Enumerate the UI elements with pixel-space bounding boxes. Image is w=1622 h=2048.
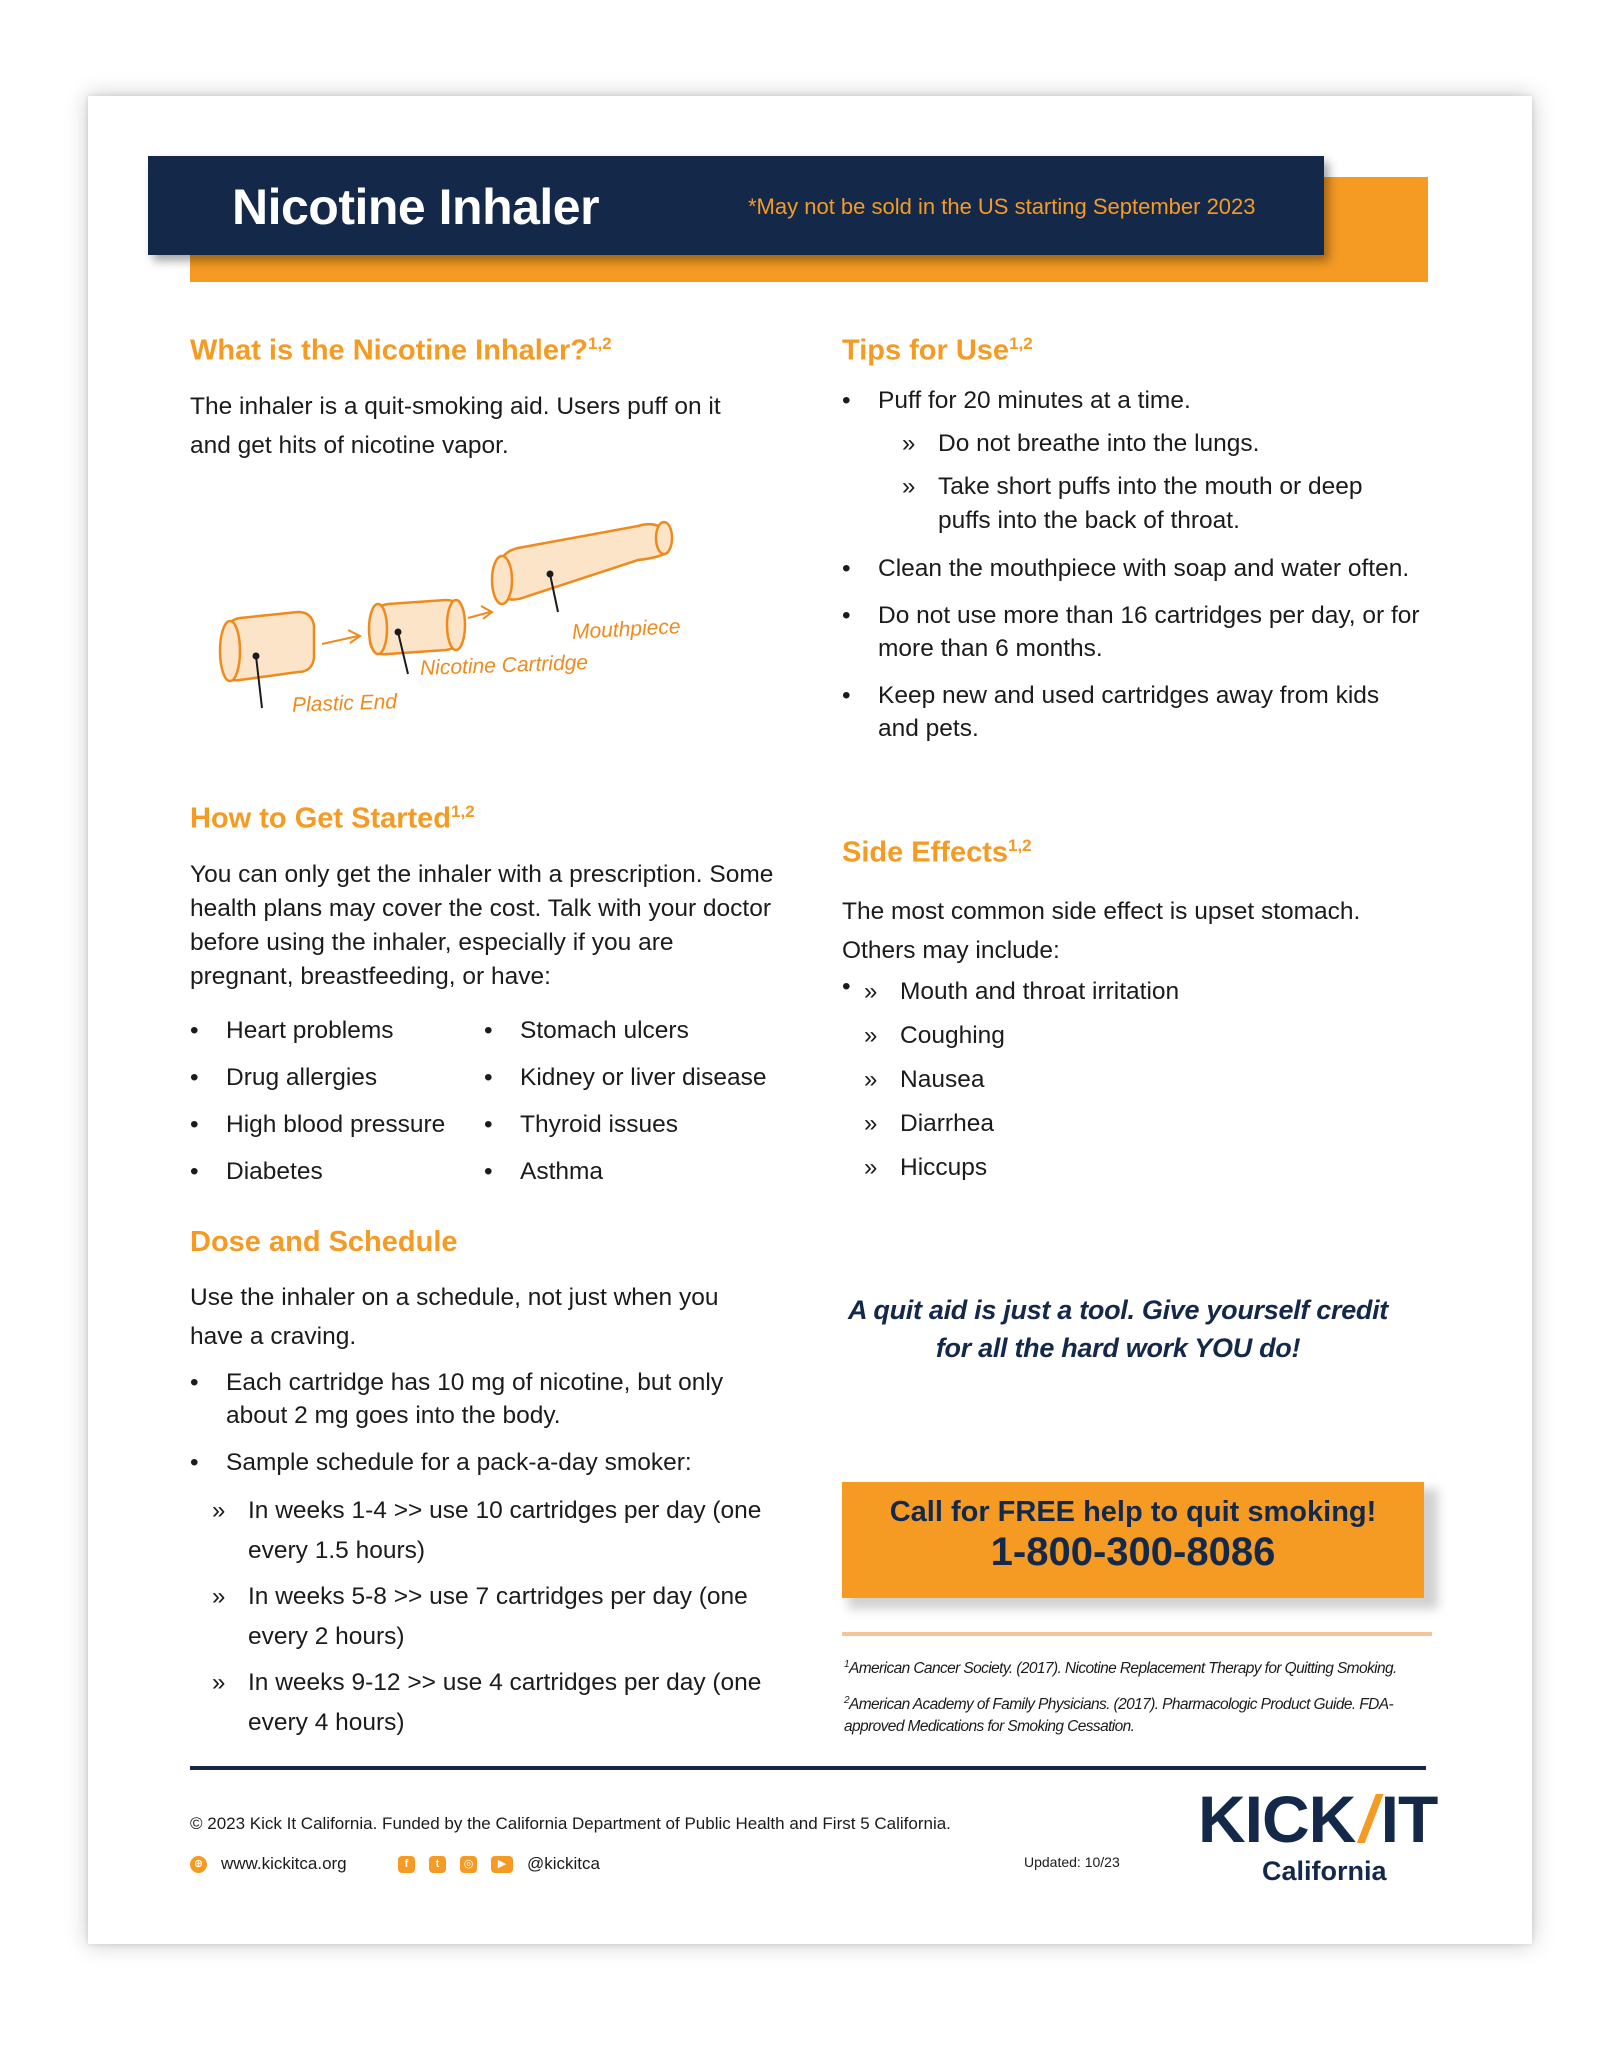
list-item: • Asthma	[482, 1155, 802, 1188]
reference-1: $^1$American Cancer Society. (2017). Nicotine Replacement Therapy for Quitting Smoking.	[844, 1659, 1397, 1678]
side-effects-body: The most common side effect is upset stomach. Others may include:	[842, 898, 1361, 964]
list-item: • Kidney or liver disease	[482, 1061, 802, 1094]
list-item: • Heart problems	[188, 1014, 488, 1047]
flyer-page	[88, 96, 1532, 1944]
tips-heading: Tips for Use$^{1,2}$	[842, 334, 1033, 367]
list-item: • Drug allergies	[188, 1061, 488, 1094]
what-heading: What is the Nicotine Inhaler?$^{1,2}$	[190, 334, 612, 367]
copyright: © 2023 Kick It California. Funded by the California Department of Public Health and First 5 California.	[190, 1814, 951, 1833]
page-title: Nicotine Inhaler	[232, 179, 600, 235]
twitter-icon[interactable]: t	[429, 1856, 446, 1873]
effect-item: » Nausea	[840, 1058, 1400, 1102]
conditions-list-left	[188, 1014, 488, 1202]
side-effects-heading: Side Effects$^{1,2}$	[842, 836, 1032, 869]
youtube-icon[interactable]: ▶	[491, 1856, 513, 1873]
effect-item: » • Mouth and throat irritation	[840, 970, 1400, 1014]
instagram-icon[interactable]: ◎	[460, 1856, 477, 1873]
quote: A quit aid is just a tool. Give yourself credit for all the hard work YOU do!	[847, 1295, 1388, 1363]
cartridge-label: Nicotine Cartridge	[419, 651, 589, 680]
started-body: You can only get the inhaler with a prescription. Some health plans may cover the cost. Talk with your doctor before using the inhaler, especially if you are pregnant, breastfeeding, or have:	[190, 861, 774, 990]
updated-date: Updated: 10/23	[1024, 1854, 1120, 1870]
effect-item: » Diarrhea	[840, 1102, 1400, 1146]
started-heading: How to Get Started$^{1,2}$	[190, 802, 475, 835]
footer-divider	[190, 1766, 1426, 1770]
what-body: The inhaler is a quit-smoking aid. Users puff on it and get hits of nicotine vapor.	[190, 393, 721, 459]
dose-bullet-1: • Each cartridge has 10 mg of nicotine, but only about 2 mg goes into the body.	[188, 1366, 788, 1432]
phone-number[interactable]: 1-800-300-8086	[990, 1530, 1276, 1574]
social-handle[interactable]: @kickitca	[527, 1854, 600, 1873]
header-banner	[148, 156, 1324, 255]
logo-word-it: IT	[1380, 1782, 1438, 1856]
website-link[interactable]: www.kickitca.org	[221, 1854, 347, 1873]
header-note: *May not be sold in the US starting September 2023	[748, 194, 1256, 219]
effects-sublist	[840, 970, 1400, 1190]
globe-icon: ⊕	[190, 1856, 207, 1873]
call-to-action-box[interactable]	[842, 1482, 1424, 1598]
side-effects-wrap	[840, 970, 1400, 1190]
tips-bullet-4: • Keep new and used cartridges away from kids and pets.	[840, 679, 1420, 745]
logo-subtitle: California	[1262, 1856, 1387, 1886]
schedule-item: » In weeks 5-8 >> use 7 cartridges per day (one every 2 hours)	[188, 1577, 768, 1657]
dose-heading: Dose and Schedule	[190, 1226, 458, 1258]
facebook-icon[interactable]: f	[398, 1856, 415, 1873]
logo-slash: /	[1359, 1782, 1377, 1856]
schedule-list	[188, 1491, 768, 1743]
website-row	[190, 1854, 347, 1874]
references-divider	[842, 1632, 1432, 1636]
logo-word-kick: KICK	[1198, 1782, 1356, 1856]
list-item: • High blood pressure	[188, 1108, 488, 1141]
effect-item: » Hiccups	[840, 1146, 1400, 1190]
schedule-item: » In weeks 1-4 >> use 10 cartridges per day (one every 1.5 hours)	[188, 1491, 768, 1571]
cta-text: Call for FREE help to quit smoking!	[889, 1496, 1377, 1528]
tips-list	[840, 384, 1420, 759]
effect-item: » Coughing	[840, 1014, 1400, 1058]
plastic-end-label: Plastic End	[291, 690, 398, 717]
inhaler-diagram	[198, 496, 798, 736]
list-item: • Diabetes	[188, 1155, 488, 1188]
schedule-item: » In weeks 9-12 >> use 4 cartridges per day (one every 4 hours)	[188, 1663, 768, 1743]
conditions-list-right	[482, 1014, 802, 1202]
tips-bullet-3: • Do not use more than 16 cartridges per day, or for more than 6 months.	[840, 599, 1420, 665]
dose-body: Use the inhaler on a schedule, not just when you have a craving.	[190, 1284, 719, 1350]
tips-bullet-2: • Clean the mouthpiece with soap and water often.	[840, 552, 1420, 585]
nicotine-cartridge-shape	[369, 600, 465, 654]
reference-2: $^2$American Academy of Family Physicians. (2017). Pharmacologic Product Guide. FDA-approved Medications for Smoking Cessation.	[844, 1695, 1394, 1736]
dose-list	[188, 1366, 788, 1757]
list-item: • Stomach ulcers	[482, 1014, 802, 1047]
dose-bullet-2: • Sample schedule for a pack-a-day smoker: » In weeks 1-4 >> use 10 cartridges per day (one every 1.5 hours) » In weeks 5-8 >> use 7 cartridges per day (one every 2 hours) » In weeks 9-12 >> use 4 cartridges per day (one every 4 hours)	[188, 1446, 788, 1743]
list-item: • Thyroid issues	[482, 1108, 802, 1141]
side-effects-list	[840, 970, 1400, 1204]
social-row	[398, 1854, 600, 1874]
tips-sub-list	[878, 427, 1420, 538]
plastic-end-shape	[220, 612, 314, 681]
tips-bullet-1: • Puff for 20 minutes at a time. » Do not breathe into the lungs. » Take short puffs into the mouth or deep puffs into the back of throat.	[840, 384, 1420, 538]
mouthpiece-label: Mouthpiece	[571, 615, 682, 644]
mouthpiece-shape	[492, 522, 672, 604]
tips-sub-item: » Take short puffs into the mouth or deep puffs into the back of throat.	[878, 470, 1420, 538]
tips-sub-item: » Do not breathe into the lungs.	[878, 427, 1420, 461]
kick-it-california-logo	[1198, 1782, 1438, 1896]
